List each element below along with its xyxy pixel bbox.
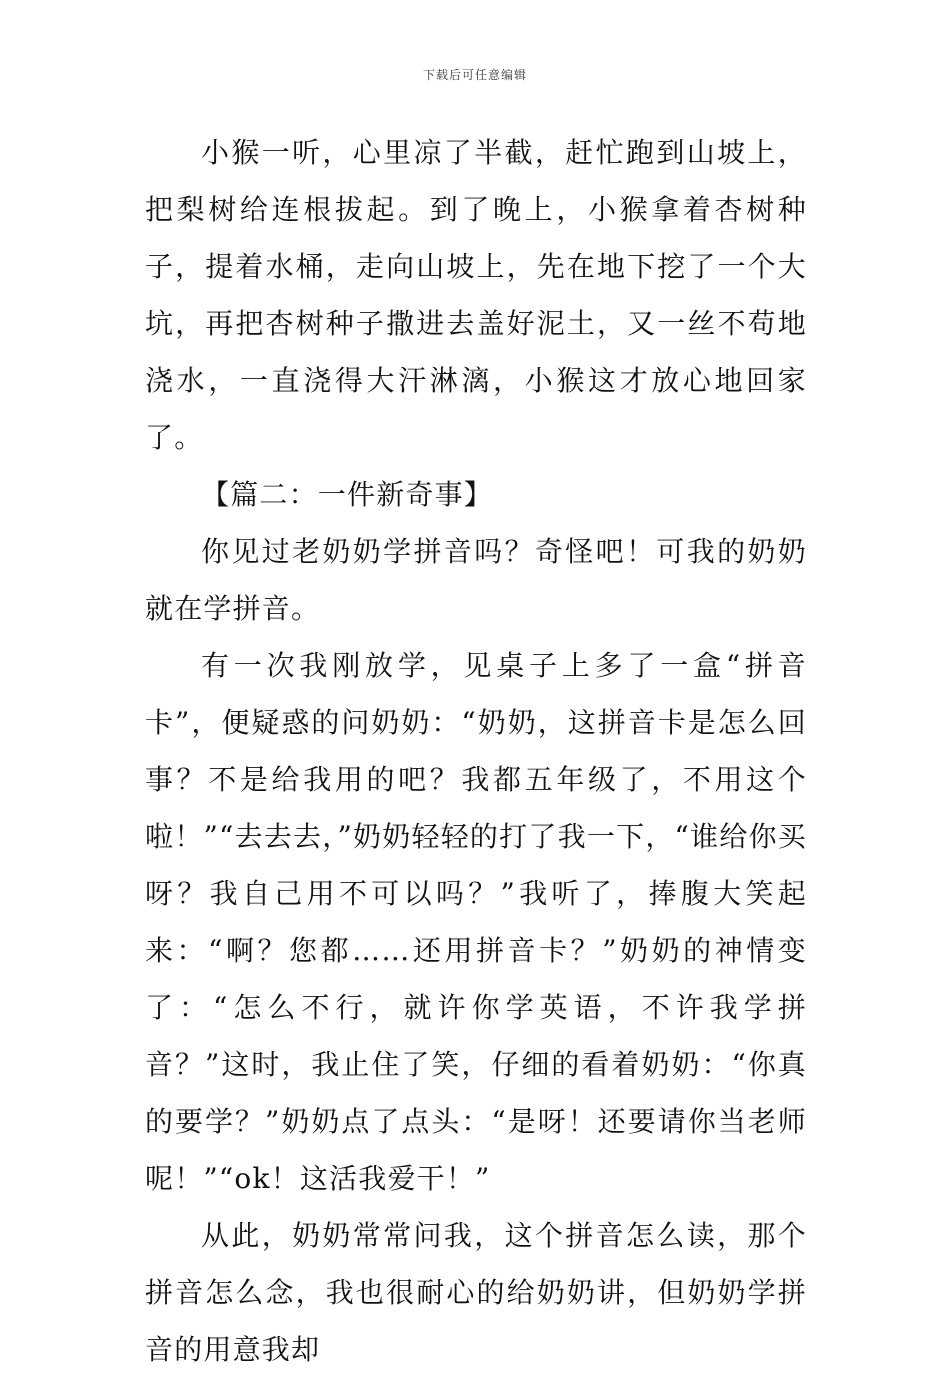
document-body <box>145 124 807 1378</box>
section-heading: 【篇二：一件新奇事】 <box>201 478 494 511</box>
paragraph-intro: 你见过老奶奶学拼音吗？奇怪吧！可我的奶奶就在学拼音。 <box>145 535 807 625</box>
paragraph-continuation: 从此，奶奶常常问我，这个拼音怎么读，那个拼音怎么念，我也很耐心的给奶奶讲，但奶奶学拼音的用意我却 <box>145 1219 807 1366</box>
page-header-note: 下载后可任意编辑 <box>422 68 527 82</box>
paragraph-dialogue: 有一次我刚放学，见桌子上多了一盒“拼音卡”，便疑惑的问奶奶：“奶奶，这拼音卡是怎么回事？不是给我用的吧？我都五年级了，不用这个啦！”“去去去，”奶奶轻轻的打了我一下，“谁给你买呀？我自己用不可以吗？”我听了，捧腹大笑起来：“啊？您都……还用拼音卡？”奶奶的神情变了：“怎么不行，就许你学英语，不许我学拼音？”这时，我止住了笑，仔细的看着奶奶：“你真的要学？”奶奶点了点头：“是呀！还要请你当老师呢！”“ok！这活我爱干！” <box>145 649 807 1195</box>
paragraph-story-ending: 小猴一听，心里凉了半截，赶忙跑到山坡上，把梨树给连根拔起。到了晚上，小猴拿着杏树种子，提着水桶，走向山坡上，先在地下挖了一个大坑，再把杏树种子撒进去盖好泥土，又一丝不苟地浇水，一直浇得大汗淋漓，小猴这才放心地回家了。 <box>145 136 807 454</box>
